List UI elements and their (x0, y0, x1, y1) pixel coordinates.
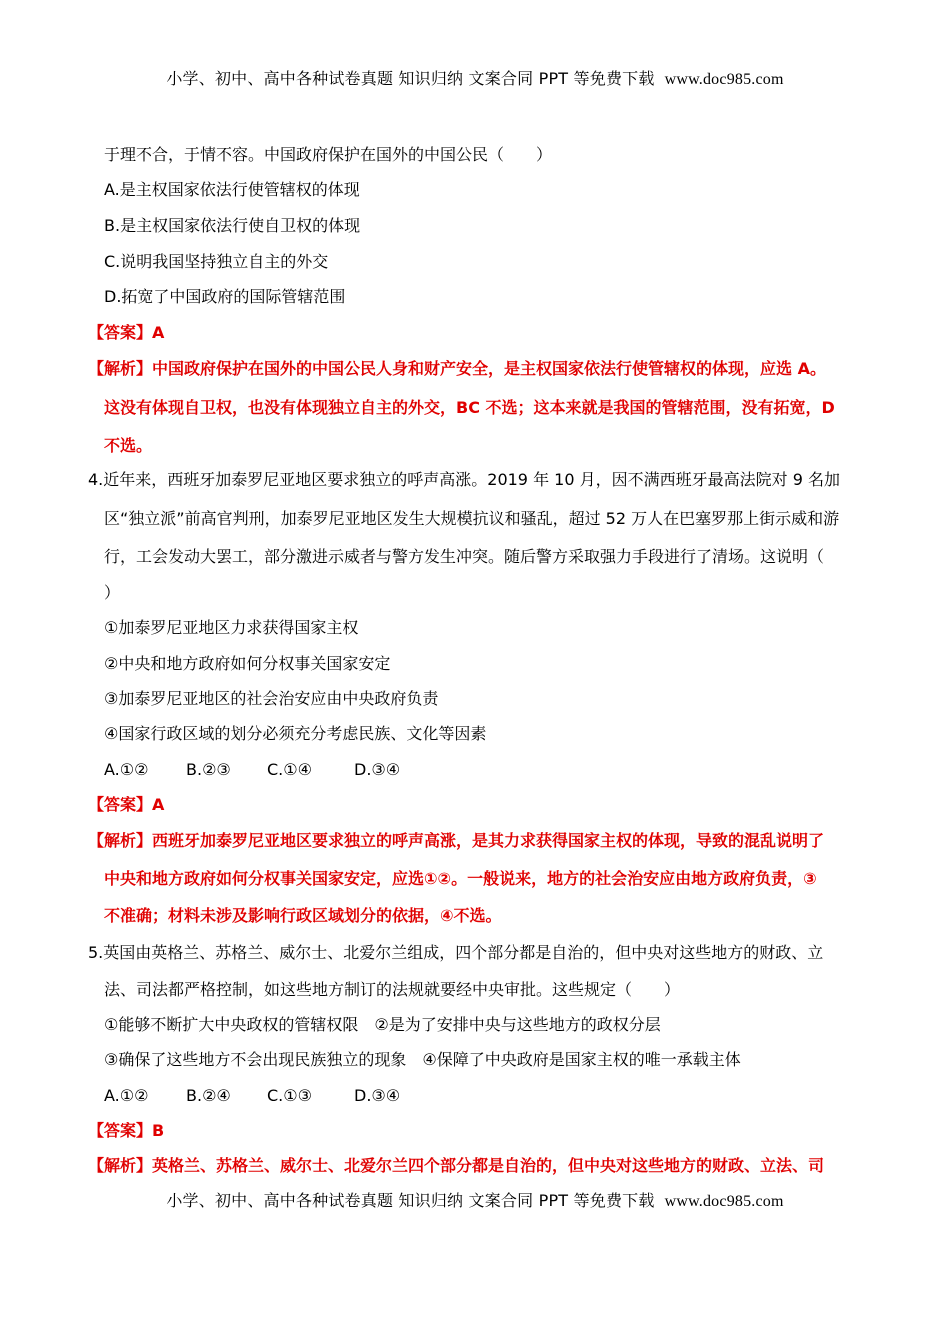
q4-item: ①加泰罗尼亚地区力求获得国家主权 (104, 618, 359, 637)
q4-option-c: C.①④ (267, 760, 312, 779)
q4-item: ③加泰罗尼亚地区的社会治安应由中央政府负责 (104, 689, 439, 708)
q4-item: ④国家行政区域的划分必须充分考虑民族、文化等因素 (104, 724, 487, 743)
q4-stem-line: 行，工会发动大罢工，部分激进示威者与警方发生冲突。随后警方采取强力手段进行了清场。这说明（ (104, 547, 825, 566)
q4-answer: 【答案】A (88, 795, 165, 814)
q5-option-b: B.②④ (186, 1086, 231, 1105)
q5-item: ③确保了这些地方不会出现民族独立的现象 ④保障了中央政府是国家主权的唯一承载主体 (104, 1050, 741, 1069)
q3-analysis-line: 这没有体现自卫权，也没有体现独立自主的外交，BC 不选；这本来就是我国的管辖范围，没有拓宽，D (104, 398, 835, 417)
q3-option-a: A.是主权国家依法行使管辖权的体现 (104, 180, 360, 199)
q5-stem-line: 5.英国由英格兰、苏格兰、威尔士、北爱尔兰组成，四个部分都是自治的，但中央对这些地方的财政、立 (88, 943, 824, 962)
q3-option-c: C.说明我国坚持独立自主的外交 (104, 252, 329, 271)
q4-option-b: B.②③ (186, 760, 231, 779)
q3-answer: 【答案】A (88, 323, 165, 342)
footer-text: 小学、初中、高中各种试卷真题 知识归纳 文案合同 PPT 等免费下载 (166, 1191, 655, 1210)
q4-stem-line: ） (104, 583, 121, 602)
q4-analysis-line: 【解析】西班牙加泰罗尼亚地区要求独立的呼声高涨，是其力求获得国家主权的体现，导致的混乱说明了 (88, 831, 825, 850)
q4-option-d: D.③④ (354, 760, 401, 779)
q5-option-d: D.③④ (354, 1086, 401, 1105)
q5-analysis-line: 【解析】英格兰、苏格兰、威尔士、北爱尔兰四个部分都是自治的，但中央对这些地方的财政、立法、司 (88, 1156, 825, 1175)
page-header (0, 66, 950, 89)
q3-stem: 于理不合，于情不容。中国政府保护在国外的中国公民（ ） (104, 145, 553, 164)
header-url[interactable]: www.doc985.com (664, 71, 784, 88)
q3-option-d: D.拓宽了中国政府的国际管辖范围 (104, 287, 346, 306)
q4-analysis-line: 中央和地方政府如何分权事关国家安定，应选①②。一般说来，地方的社会治安应由地方政府负责，③ (104, 869, 817, 888)
q3-option-b: B.是主权国家依法行使自卫权的体现 (104, 216, 361, 235)
q3-analysis-line: 不选。 (104, 436, 153, 455)
page-footer (0, 1188, 950, 1211)
q5-option-a: A.①② (104, 1086, 149, 1105)
q5-answer: 【答案】B (88, 1121, 165, 1140)
header-text: 小学、初中、高中各种试卷真题 知识归纳 文案合同 PPT 等免费下载 (166, 69, 655, 88)
q4-stem-line: 4.近年来，西班牙加泰罗尼亚地区要求独立的呼声高涨。2019 年 10 月，因不满西班牙最高法院对 9 名加 (88, 470, 840, 489)
q4-option-a: A.①② (104, 760, 149, 779)
q4-item: ②中央和地方政府如何分权事关国家安定 (104, 654, 391, 673)
q5-stem-line: 法、司法都严格控制，如这些地方制订的法规就要经中央审批。这些规定（ ） (104, 980, 681, 999)
q5-item: ①能够不断扩大中央政权的管辖权限 ②是为了安排中央与这些地方的政权分层 (104, 1015, 661, 1034)
q4-stem-line: 区“独立派”前高官判刑，加泰罗尼亚地区发生大规模抗议和骚乱，超过 52 万人在巴塞罗那上街示威和游 (104, 509, 840, 528)
q3-analysis-line: 【解析】中国政府保护在国外的中国公民人身和财产安全，是主权国家依法行使管辖权的体现，应选 A。 (88, 359, 826, 378)
q4-analysis-line: 不准确；材料未涉及影响行政区域划分的依据，④不选。 (104, 906, 502, 925)
footer-url[interactable]: www.doc985.com (664, 1193, 784, 1210)
q5-option-c: C.①③ (267, 1086, 312, 1105)
